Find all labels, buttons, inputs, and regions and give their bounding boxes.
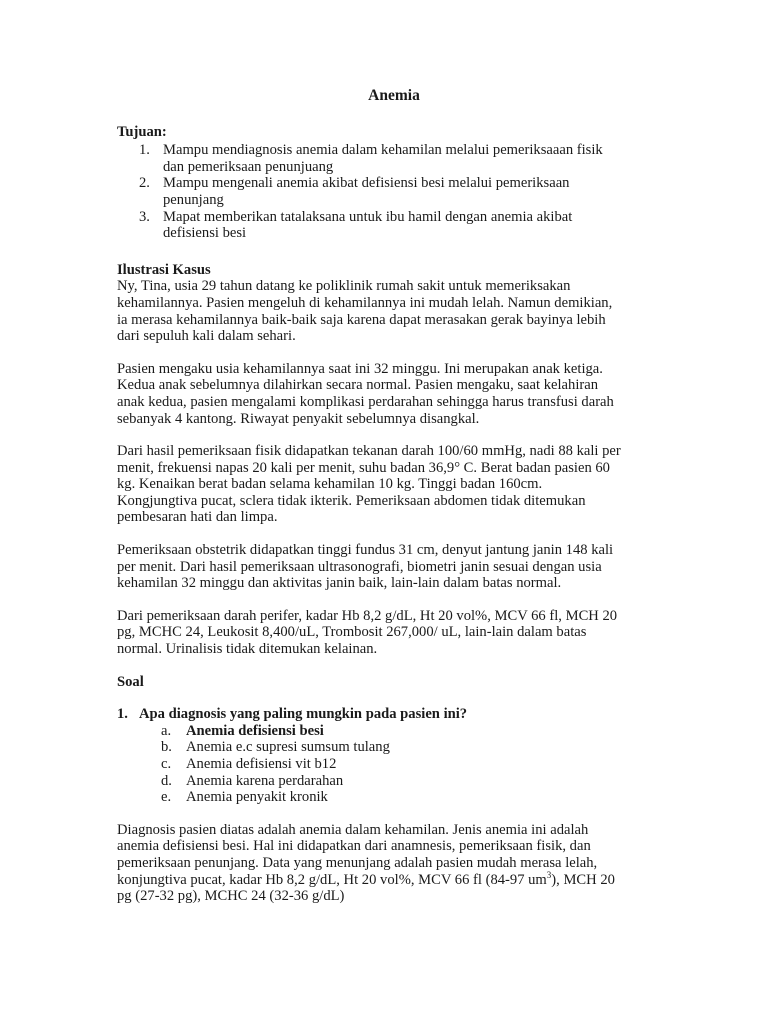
answer-option-d: d. Anemia karena perdarahan <box>161 772 344 789</box>
answer-option-e: e. Anemia penyakit kronik <box>161 789 328 806</box>
tujuan-list <box>117 142 657 242</box>
case-paragraph-3: Dari hasil pemeriksaan fisik didapatkan tekanan darah 100/60 mmHg, nadi 88 kali per menit, frekuensi napas 20 kali per menit, suhu badan 36,9° C. Berat badan pasien 60 kg. Kenaikan berat badan selama kehamilan 10 kg. Tinggi badan 160cm. Kongjungtiva pucat, sclera tidak ikterik. Pemeriksaan abdomen tidak ditemukan pembesaran hati dan limpa. <box>117 443 621 526</box>
explanation-paragraph: Diagnosis pasien diatas adalah anemia dalam kehamilan. Jenis anemia ini adalah anemia defisiensi besi. Hal ini didapatkan dari anamnesis, pemeriksaan fisik, dan pemeriksaan penunjang. Data yang menunjang adalah pasien mudah merasa lelah, konjungtiva pucat, kadar Hb 8,2 g/dL, Ht 20 vol%, MCV 66 fl (84-97 $um^3$), MCH 20 pg (27-32 pg), MCHC 24 (32-36 g/dL) <box>117 821 615 905</box>
case-paragraph-5: Dari pemeriksaan darah perifer, kadar Hb 8,2 g/dL, Ht 20 vol%, MCV 66 fl, MCH 20 pg, MCHC 24, Leukosit 8,400/uL, Trombosit 267,000/ uL, lain-lain dalam batas normal. Urinalisis tidak ditemukan kelainan. <box>117 607 618 658</box>
case-paragraph-2: Pasien mengaku usia kehamilannya saat ini 32 minggu. Ini merupakan anak ketiga. Kedua anak sebelumnya dilahirkan secara normal. Pasien mengaku, saat kelahiran anak kedua, pasien mengalami komplikasi perdarahan sehingga harus transfusi darah sebanyak 4 kantong. Riwayat penyakit sebelumnya disangkal. <box>117 360 614 427</box>
answer-options <box>117 723 657 806</box>
answer-option-c: c. Anemia defisiensi vit b12 <box>161 756 337 772</box>
answer-option-a: a. Anemia defisiensi besi <box>161 722 324 739</box>
case-paragraph-1: Ny, Tina, usia 29 tahun datang ke poliklinik rumah sakit untuk memeriksakan kehamilannya. Pasien mengeluh di kehamilannya ini mudah lelah. Namun demikian, ia merasa kehamilannya baik-baik saja karena dapat merasakan gerak bayinya lebih dari sepuluh kali dalam sehari. <box>117 278 613 345</box>
ilustrasi-heading: Ilustrasi Kasus <box>117 261 211 278</box>
question-1: 1. Apa diagnosis yang paling mungkin pada pasien ini? <box>117 706 468 723</box>
case-paragraph-4: Pemeriksaan obstetrik didapatkan tinggi fundus 31 cm, denyut jantung janin 148 kali per menit. Dari hasil pemeriksaan ultrasonografi, biometri janin sesuai dengan usia kehamilan 32 minggu dan aktivitas janin baik, lain-lain dalam batas normal. <box>117 542 614 592</box>
list-item: 2. Mampu mengenali anemia akibat defisiensi besi melalui pemeriksaan penunjang <box>139 175 570 208</box>
document-page <box>117 88 657 905</box>
page-title: Anemia <box>368 87 420 104</box>
answer-option-b: b. Anemia e.c supresi sumsum tulang <box>161 739 390 756</box>
list-item: 3. Mapat memberikan tatalaksana untuk ibu hamil dengan anemia akibat defisiensi besi <box>139 208 573 242</box>
tujuan-heading: Tujuan: <box>117 123 167 140</box>
list-item: 1. Mampu mendiagnosis anemia dalam kehamilan melalui pemeriksaaan fisik dan pemeriksaan penunjuang <box>139 142 603 175</box>
soal-heading: Soal <box>117 673 144 690</box>
